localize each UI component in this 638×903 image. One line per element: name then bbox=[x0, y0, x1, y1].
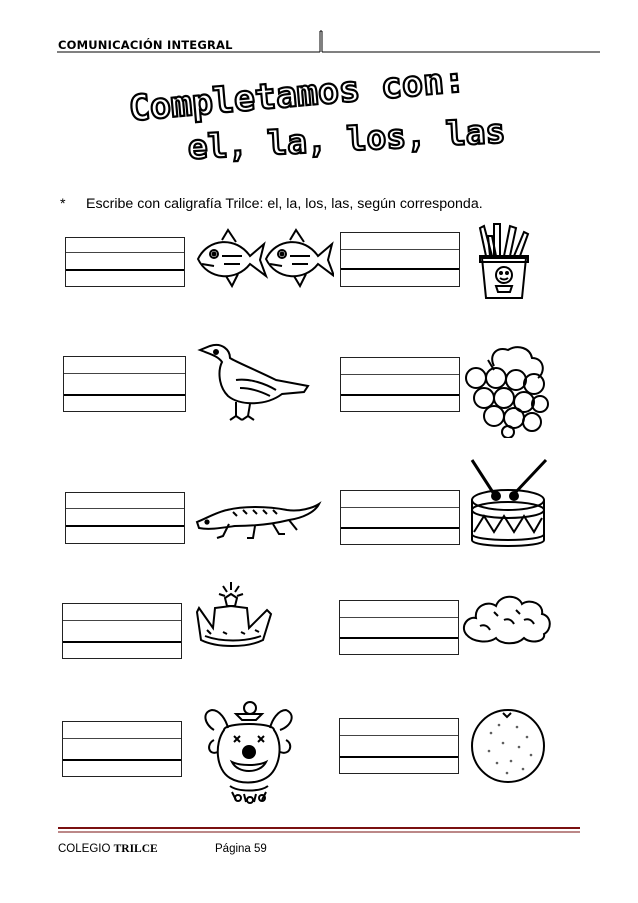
footer-school-prefix: COLEGIO bbox=[58, 843, 111, 855]
crown-icon bbox=[193, 578, 279, 658]
writing-box-6[interactable] bbox=[340, 490, 460, 545]
header-rule bbox=[0, 0, 638, 60]
writing-box-4[interactable] bbox=[340, 357, 460, 412]
footer-school bbox=[58, 843, 158, 855]
writing-box-2[interactable] bbox=[340, 232, 460, 287]
bird-icon bbox=[196, 340, 314, 424]
footer-school-name: TRILCE bbox=[113, 843, 158, 855]
page-number: Página 59 bbox=[215, 843, 267, 855]
title-line-1: Completamos con: bbox=[127, 60, 467, 130]
section-header: COMUNICACIÓN INTEGRAL bbox=[58, 38, 233, 52]
writing-box-3[interactable] bbox=[63, 356, 186, 412]
grapes-icon bbox=[458, 344, 550, 438]
instruction-text: Escribe con caligrafía Trilce: el, la, los, las, según corresponda. bbox=[86, 196, 483, 212]
pencil-cup-icon bbox=[470, 220, 538, 302]
writing-box-8[interactable] bbox=[339, 600, 459, 655]
instruction-bullet: * bbox=[60, 196, 66, 212]
footer-rule bbox=[0, 826, 638, 838]
writing-box-7[interactable] bbox=[62, 603, 182, 659]
lizard-icon bbox=[193, 496, 323, 540]
orange-icon bbox=[467, 703, 549, 785]
page-title bbox=[110, 58, 530, 168]
drum-icon bbox=[466, 458, 552, 550]
bush-icon bbox=[460, 590, 556, 646]
writing-box-10[interactable] bbox=[339, 718, 459, 774]
title-line-2: el, la, los, las bbox=[186, 111, 507, 167]
writing-box-1[interactable] bbox=[65, 237, 185, 287]
writing-box-9[interactable] bbox=[62, 721, 182, 777]
instruction bbox=[60, 196, 483, 212]
fish-icon bbox=[192, 226, 334, 292]
writing-box-5[interactable] bbox=[65, 492, 185, 544]
clown-icon bbox=[200, 700, 298, 806]
